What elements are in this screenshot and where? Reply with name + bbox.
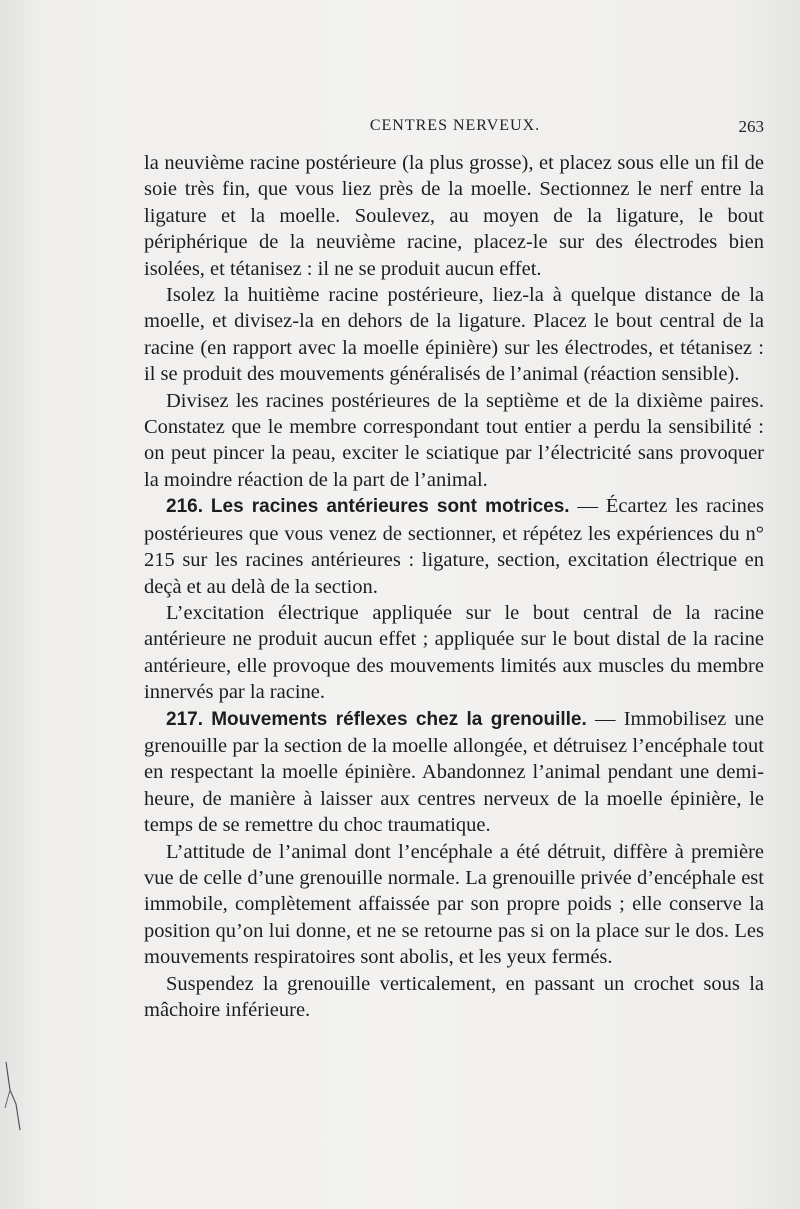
- paragraph: Isolez la huitième racine postérieure, liez-la à quelque distance de la moelle, et divisez-la en dehors de la ligature. Placez le bout central de la racine (en rapport avec la moelle épinière) sur les électrodes, et tétanisez : il se produit des mouvements généralisés de l’animal (réaction sensible).: [144, 284, 764, 386]
- section-217: 217. Mouvements réflexes chez la grenouille. — Immobilisez une grenouille par la section de la moelle allongée, et détruisez l’encéphale tout en respectant la moelle épinière. Abandonnez l’animal pendant une demi-heure, de manière à laisser aux centres nerveux de la moelle épinière, le temps de se remettre du choc traumatique.: [144, 707, 764, 837]
- paragraph: la neuvième racine postérieure (la plus grosse), et placez sous elle un fil de soie très fin, que vous liez près de la moelle. Sectionnez le nerf entre la ligature et la moelle. Soulevez, au moyen de la ligature, le bout périphérique de la neuvième racine, placez-le sur des électrodes bien isolées, et tétanisez : il ne se produit aucun effet.: [144, 152, 764, 280]
- page-number: 263: [738, 117, 764, 136]
- paragraph: L’attitude de l’animal dont l’encéphale a été détruit, diffère à première vue de celle d’une grenouille normale. La grenouille privée d’encéphale est immobile, complètement affaissée par son propre poids ; elle conserve la position qu’on lui donne, et ne se retourne pas si on la place sur le dos. Les mouvements respiratoires sont abolis, et les yeux fermés.: [144, 840, 764, 969]
- page-header: [146, 117, 764, 141]
- section-number: 217.: [166, 708, 203, 730]
- running-head: CENTRES NERVEUX.: [369, 117, 541, 134]
- section-title: Les racines antérieures sont motrices.: [210, 496, 570, 518]
- paragraph: Divisez les racines postérieures de la septième et de la dixième paires. Constatez que le membre correspondant tout entier a perdu la sensibilité : on peut pincer la peau, exciter le sciatique par l’électricité sans provoquer la moindre réaction de la part de l’animal.: [144, 389, 764, 491]
- paragraph: L’excitation électrique appliquée sur le bout central de la racine antérieure ne produit aucun effet ; appliquée sur le bout distal de la racine antérieure, elle provoque des mouvements limités aux muscles du membre innervés par la racine.: [144, 601, 764, 704]
- section-216: 216. Les racines antérieures sont motrices. — Écartez les racines postérieures que vous venez de sectionner, et répétez les expériences du n° 215 sur les racines antérieures : ligature, section, excitation électrique en deçà et au delà de la section.: [144, 495, 765, 598]
- body-text: [144, 150, 764, 1023]
- paragraph: Suspendez la grenouille verticalement, en passant un crochet sous la mâchoire inférieure.: [144, 972, 764, 1021]
- section-number: 216.: [166, 496, 203, 518]
- section-title: Mouvements réflexes chez la grenouille.: [211, 708, 587, 730]
- margin-mark: [2, 1060, 24, 1140]
